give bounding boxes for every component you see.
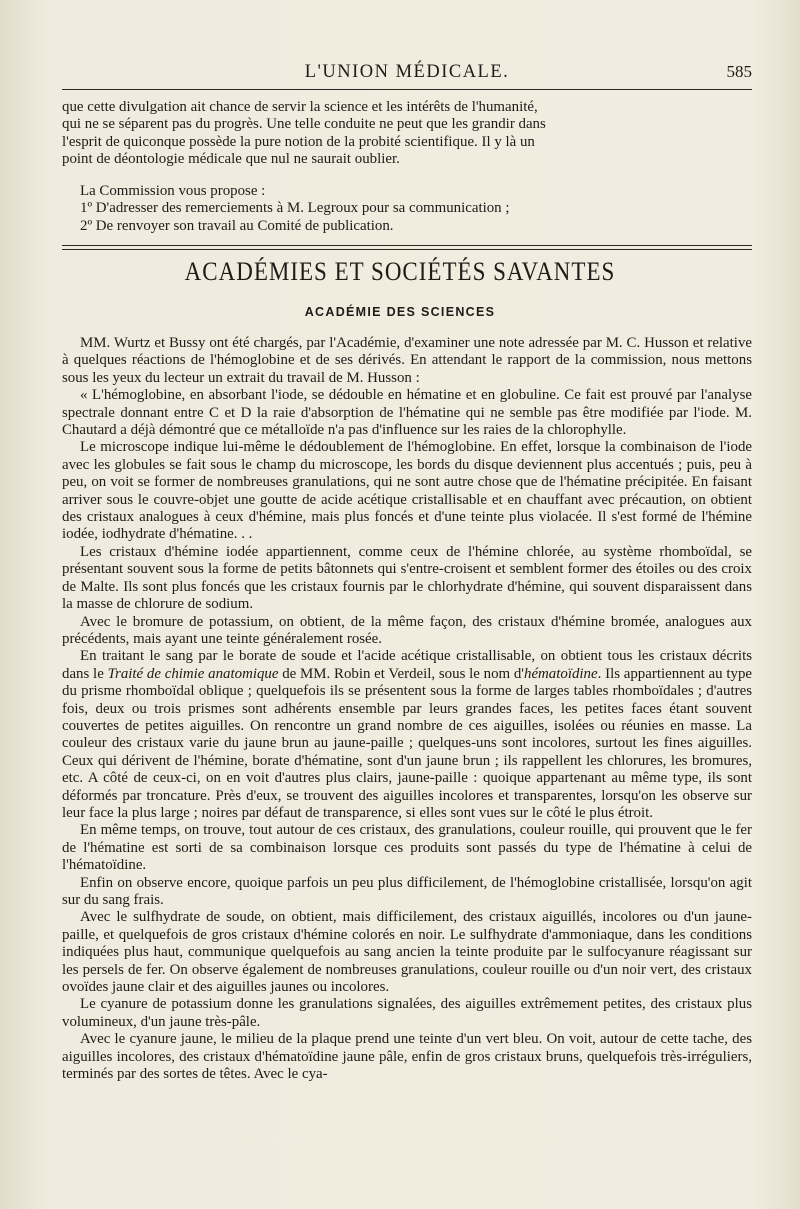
commission-lead: La Commission vous propose : xyxy=(80,183,266,199)
section-divider xyxy=(62,245,752,250)
term: hématoïdine xyxy=(524,665,598,682)
running-head xyxy=(62,60,752,90)
paragraph: En même temps, on trouve, tout autour de ces cristaux, des granulations, couleur rouille, qui prouvent que le fer de l'hématine est sorti de sa combinaison lorsque ces produits sont passés du type de l'hématine à celui de l'hématoïdine. xyxy=(62,822,752,874)
header-rule xyxy=(62,89,752,90)
intro-paragraph xyxy=(62,99,752,169)
paragraph: Avec le sulfhydrate de soude, on obtient, mais difficilement, des cristaux aiguillés, incolores ou d'un jaune-paille, et quelquefois de gros cristaux d'hémine colorés en noir. Le sulfhydrate d'ammoniaque, dans les conditions indiquées plus haut, communique quelquefois au sang ancien la teinte produite par le sulfocyanure réagissant sur les persels de fer. On observe également de nombreuses granulations, couleur rouille ou d'un noir vert, des cristaux ovoïdes jaune clair et des aiguilles jaunes ou incolores. xyxy=(62,909,752,996)
paragraph: MM. Wurtz et Bussy ont été chargés, par l'Académie, d'examiner une note adressée par M. C. Husson et relative à quelques réactions de l'hémoglobine et de ses dérivés. En attendant le rapport de la commission, nous mettons sous les yeux du lecteur un extrait du travail de M. Husson : xyxy=(62,335,752,386)
paragraph xyxy=(62,648,752,822)
commission-item-2: 2º De renvoyer son travail au Comité de publication. xyxy=(80,217,394,234)
subsection-title: ACADÉMIE DES SCIENCES xyxy=(304,305,496,319)
running-title: L'UNION MÉDICALE. xyxy=(304,62,510,82)
book-title: Traité de chimie anatomique xyxy=(107,665,279,682)
text-run: de MM. Robin et Verdeil, sous le nom d' xyxy=(278,665,524,682)
text-run: . Ils appartiennent au type du prisme rhomboïdal oblique ; quelquefois ils se présentent sous la forme de larges tables rhomboïdales ; d'autres fois, deux ou trois prismes sont adhérents ensemble par leurs grandes faces, les petites faces étant souvent couvertes de petites aiguilles. On rencontre un grand nombre de ces aiguilles, isolées ou réunies en masse. La couleur des cristaux varie du jaune brun au jaune-paille ; quelques-uns sont incolores, surtout les fines aiguilles. Ceux qui dérivent de l'hémine, borate d'hématine, sont d'un jaune brun ; ils rappellent les chlorures, les bromures, etc. A côté de ceux-ci, on en voit d'autres plus clairs, jaune-paille : quoique appartenant au même type, ils sont déformés par troncature. Près d'eux, se trouvent des aiguilles incolores et transparentes, lorsqu'on les observe sur leur face la plus large ; noires par défaut de transparence, si elles sont vues sur le côté le plus étroit. xyxy=(62,665,752,821)
page-number: 585 xyxy=(726,62,752,81)
paragraph: « L'hémoglobine, en absorbant l'iode, se dédouble en hématine et en globuline. Ce fait est prouvé par l'analyse spectrale donnant entre C et D la raie d'absorption de l'hématine qui ne semble pas être modifiée par l'iode. M. Chautard a déjà démontré que ce métalloïde n'a pas d'influence sur les raies de la chlorophylle. xyxy=(62,387,752,439)
intro-line: point de déontologie médicale que nul ne saurait oublier. xyxy=(62,151,400,168)
paragraph: Les cristaux d'hémine iodée appartiennent, comme ceux de l'hémine chlorée, au système rhomboïdal, se présentant souvent sous la forme de petits bâtonnets qui s'entre-croisent et semblent former des étoiles ou des croix de Malte. Ils sont plus foncés que les cristaux fournis par le chlorhydrate d'hémine, qui souvent disparaissent dans la masse de chlorure de sodium. xyxy=(62,543,752,613)
article-body xyxy=(62,335,752,1083)
paragraph: Avec le cyanure jaune, le milieu de la plaque prend une teinte d'un vert bleu. On voit, autour de cette tache, des aiguilles incolores, des cristaux d'hématoïdine jaune pâle, enfin de gros cristaux bruns, quelquefois très-irréguliers, terminés par des sortes de têtes. Avec le cya- xyxy=(62,1031,752,1083)
intro-line: que cette divulgation ait chance de servir la science et les intérêts de l'humanité, xyxy=(62,99,538,115)
commission-item-1: 1º D'adresser des remerciements à M. Legroux pour sa communication ; xyxy=(80,200,510,217)
paragraph: Le cyanure de potassium donne les granulations signalées, des aiguilles extrêmement petites, des cristaux plus volumineux, d'un jaune très-pâle. xyxy=(62,996,752,1030)
paragraph: Avec le bromure de potassium, on obtient, de la même façon, des cristaux d'hémine bromée, analogues aux précédents, mais ayant une teinte généralement rosée. xyxy=(62,613,752,647)
intro-line: qui ne se séparent pas du progrès. Une telle conduite ne peut que les grandir dans xyxy=(62,116,546,133)
paragraph: Le microscope indique lui-même le dédoublement de l'hémoglobine. En effet, lorsque la combinaison de l'iode avec les globules se fait sous le champ du microscope, les bords du disque deviennent plus accentués ; puis, peu à peu, on voit se former de nombreuses granulations, qui ne sont autre chose que de l'hématine précipitée. En faisant arriver sous le couvre-objet une goutte de acide acétique cristallisable et en chauffant avec précaution, on obtient des cristaux analogues à ceux d'hémine, mais plus foncés et d'une teinte plus violacée. Il s'est formé de l'hémine iodée, iodhydrate d'hématine. . . xyxy=(62,439,752,543)
text-run: En traitant le sang par le borate de soude et l'acide acétique cristallisable, on obtient tous les cristaux décrits dans le xyxy=(62,648,752,682)
section-title: ACADÉMIES ET SOCIÉTÉS SAVANTES xyxy=(184,257,616,286)
intro-line: l'esprit de quiconque possède la pure notion de la probité scientifique. Il y là un xyxy=(62,133,535,150)
paragraph: Enfin on observe encore, quoique parfois un peu plus difficilement, de l'hémoglobine cristallisée, lorsqu'on agit sur du sang frais. xyxy=(62,874,752,908)
commission-proposal xyxy=(62,183,752,235)
